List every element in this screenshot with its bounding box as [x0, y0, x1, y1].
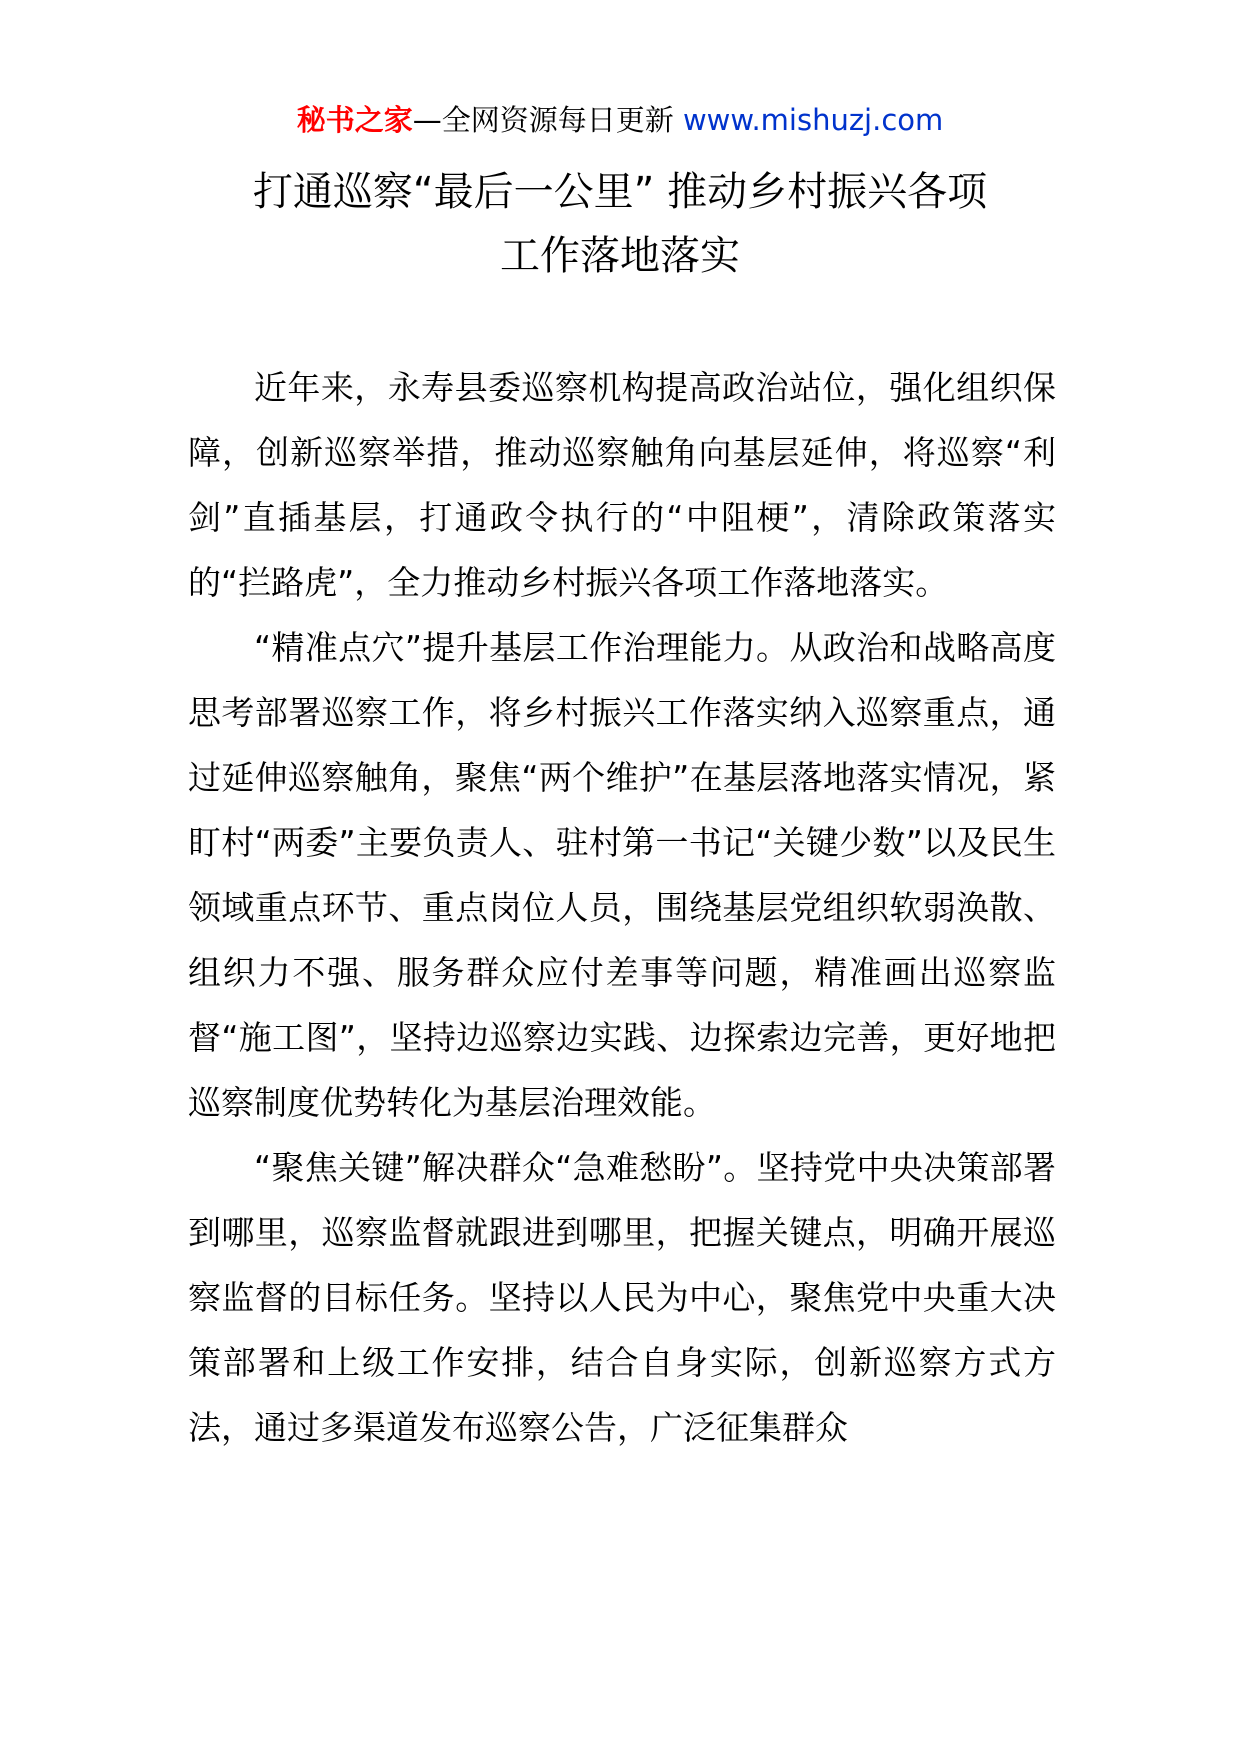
- brand-name: 秘书之家: [296, 103, 413, 137]
- site-watermark-header: [0, 100, 1240, 140]
- document-title: [150, 160, 1090, 288]
- document-body: [188, 355, 1056, 1460]
- paragraph-focus-key: “聚焦关键”解决群众“急难愁盼”。坚持党中央决策部署到哪里，巡察监督就跟进到哪里，把握关键点，明确开展巡察监督的目标任务。坚持以人民为中心，聚焦党中央重大决策部署和上级工作安排，结合自身实际，创新巡察方式方法，通过多渠道发布巡察公告，广泛征集群众: [188, 1148, 1056, 1447]
- site-url: www.mishuzj.com: [682, 103, 944, 137]
- title-line-1: 打通巡察“最后一公里” 推动乡村振兴各项: [252, 169, 988, 215]
- title-line-2: 工作落地落实: [500, 233, 740, 279]
- paragraph-intro: 近年来，永寿县委巡察机构提高政治站位，强化组织保障，创新巡察举措，推动巡察触角向基层延伸，将巡察“利剑”直插基层，打通政令执行的“中阻梗”，清除政策落实的“拦路虎”，全力推动乡村振兴各项工作落地落实。: [188, 368, 1056, 602]
- brand-tagline: —全网资源每日更新: [412, 103, 683, 137]
- paragraph-precise-targeting: “精准点穴”提升基层工作治理能力。从政治和战略高度思考部署巡察工作，将乡村振兴工作落实纳入巡察重点，通过延伸巡察触角，聚焦“两个维护”在基层落地落实情况，紧盯村“两委”主要负责人、驻村第一书记“关键少数”以及民生领域重点环节、重点岗位人员，围绕基层党组织软弱涣散、组织力不强、服务群众应付差事等问题，精准画出巡察监督“施工图”，坚持边巡察边实践、边探索边完善，更好地把巡察制度优势转化为基层治理效能。: [188, 628, 1056, 1122]
